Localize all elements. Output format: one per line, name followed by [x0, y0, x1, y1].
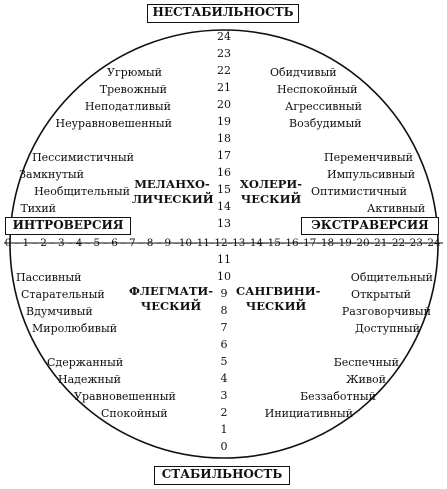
- type-phlegmatic: ФЛЕГМАТИ- ЧЕСКИЙ: [128, 284, 214, 313]
- horizontal-scale-number: 19: [338, 237, 352, 249]
- vertical-scale-number: 21: [217, 81, 231, 94]
- horizontal-scale-number: 1: [22, 237, 30, 249]
- horizontal-scale-number: 14: [249, 237, 264, 249]
- trait-ll: Пассивный: [16, 271, 82, 284]
- trait-ll: Старательный: [21, 288, 105, 301]
- vertical-scale-number: 18: [217, 132, 231, 145]
- horizontal-scale-separator: –: [369, 237, 375, 249]
- horizontal-scale: [2, 236, 446, 250]
- trait-ul: Замкнутый: [19, 168, 84, 181]
- type-choleric: ХОЛЕРИ- ЧЕСКИЙ: [239, 177, 303, 206]
- vertical-scale-number: 19: [217, 115, 231, 128]
- type-sanguine: САНГВИНИ- ЧЕСКИЙ: [236, 284, 321, 313]
- horizontal-scale-number: 8: [146, 237, 154, 249]
- horizontal-scale-number: 21: [374, 237, 388, 249]
- horizontal-scale-separator: –: [191, 237, 197, 249]
- vertical-scale-number: 1: [220, 423, 228, 436]
- vertical-scale-number: 14: [217, 200, 231, 213]
- horizontal-scale-separator: –: [280, 237, 286, 249]
- horizontal-scale-number: 11: [196, 237, 210, 249]
- horizontal-scale-number: 20: [356, 237, 370, 249]
- vertical-scale-number: 4: [220, 372, 228, 385]
- horizontal-scale-separator: –: [333, 237, 339, 249]
- vertical-scale-number: 13: [217, 217, 231, 230]
- vertical-scale-number: 5: [220, 355, 228, 368]
- horizontal-scale-separator: –: [422, 237, 428, 249]
- label-introversion: ИНТРОВЕРСИЯ: [5, 217, 131, 235]
- horizontal-scale-separator: –: [103, 237, 109, 249]
- type-melancholic: МЕЛАНХО- ЛИЧЕСКИЙ: [132, 177, 214, 206]
- trait-ur: Агрессивный: [285, 100, 362, 113]
- horizontal-scale-separator: –: [120, 237, 126, 249]
- horizontal-scale-separator: –: [85, 237, 91, 249]
- trait-ur: Оптимистичный: [311, 185, 407, 198]
- vertical-scale-number: 0: [220, 440, 228, 453]
- trait-ul: Неподатливый: [84, 100, 171, 113]
- vertical-scale-number: 23: [217, 47, 231, 60]
- horizontal-scale-number: 7: [128, 237, 136, 249]
- horizontal-scale-separator: –: [227, 237, 233, 249]
- trait-ll: Миролюбивый: [32, 322, 118, 335]
- vertical-scale-number: 17: [217, 149, 231, 162]
- horizontal-scale-number: 0: [4, 237, 12, 249]
- vertical-scale-number: 2: [220, 406, 228, 419]
- horizontal-scale-number: 23: [409, 237, 423, 249]
- vertical-scale-number: 10: [217, 270, 231, 283]
- trait-lr: Беззаботный: [300, 390, 376, 403]
- vertical-scale-number: 22: [217, 64, 231, 77]
- trait-ll: Уравновешенный: [74, 390, 176, 403]
- trait-ll: Вдумчивый: [26, 305, 93, 318]
- horizontal-scale-separator: –: [404, 237, 410, 249]
- horizontal-scale-separator: –: [316, 237, 322, 249]
- vertical-scale-number: 7: [220, 321, 228, 334]
- trait-ul: Пессимистичный: [32, 151, 134, 164]
- horizontal-scale-number: 9: [164, 237, 172, 249]
- label-instability: НЕСТАБИЛЬНОСТЬ: [147, 4, 299, 23]
- trait-ul: Необщительный: [34, 185, 130, 198]
- horizontal-scale-separator: –: [32, 237, 38, 249]
- horizontal-scale-separator: –: [298, 237, 304, 249]
- horizontal-scale-number: 15: [267, 237, 281, 249]
- horizontal-scale-number: 18: [320, 237, 335, 249]
- horizontal-scale-number: 16: [285, 237, 299, 249]
- horizontal-scale-separator: –: [209, 237, 215, 249]
- trait-ur: Активный: [367, 202, 426, 215]
- vertical-scale-number: 24: [217, 30, 231, 43]
- horizontal-scale-separator: –: [138, 237, 144, 249]
- horizontal-scale-separator: –: [245, 237, 251, 249]
- trait-ur: Переменчивый: [324, 151, 413, 164]
- horizontal-scale-separator: –: [262, 237, 268, 249]
- vertical-scale-number: 16: [217, 166, 231, 179]
- horizontal-scale-number: 13: [232, 237, 246, 249]
- horizontal-scale-number: 12: [214, 237, 228, 249]
- trait-ur: Неспокойный: [277, 83, 358, 96]
- label-extraversion: ЭКСТРАВЕРСИЯ: [301, 217, 439, 235]
- horizontal-scale-number: 4: [75, 237, 83, 249]
- trait-ur: Импульсивный: [327, 168, 416, 181]
- horizontal-scale-number: 22: [391, 237, 406, 249]
- horizontal-scale-number: 24: [427, 237, 441, 249]
- vertical-scale-number: 11: [217, 253, 231, 266]
- vertical-scale-number: 3: [220, 389, 228, 402]
- trait-ul: Тихий: [20, 202, 56, 215]
- horizontal-scale-separator: –: [387, 237, 393, 249]
- vertical-scale-number: 6: [220, 338, 228, 351]
- horizontal-scale-number: 17: [303, 237, 317, 249]
- trait-ll: Сдержанный: [47, 356, 124, 369]
- horizontal-scale-number: 6: [111, 237, 118, 249]
- horizontal-scale-number: 5: [93, 237, 101, 249]
- trait-lr: Общительный: [350, 271, 433, 284]
- trait-lr: Беспечный: [333, 356, 399, 369]
- horizontal-scale-separator: –: [49, 237, 55, 249]
- horizontal-scale-separator: –: [156, 237, 162, 249]
- horizontal-scale-separator: –: [351, 237, 357, 249]
- horizontal-scale-separator: –: [174, 237, 180, 249]
- vertical-scale-number: 15: [217, 183, 231, 196]
- trait-ll: Надежный: [58, 373, 121, 386]
- horizontal-scale-number: 2: [40, 237, 47, 249]
- trait-ur: Возбудимый: [289, 117, 362, 130]
- vertical-scale-number: 8: [220, 304, 228, 317]
- trait-lr: Инициативный: [264, 407, 353, 420]
- trait-ur: Обидчивый: [270, 66, 337, 79]
- trait-lr: Открытый: [351, 288, 411, 301]
- trait-ul: Неуравновешенный: [55, 117, 172, 130]
- trait-ul: Угрюмый: [107, 66, 162, 79]
- label-stability: СТАБИЛЬНОСТЬ: [154, 466, 290, 485]
- vertical-scale-number: 20: [217, 98, 231, 111]
- horizontal-scale-number: 10: [178, 237, 193, 249]
- vertical-scale-number: 9: [220, 287, 228, 300]
- trait-lr: Доступный: [354, 322, 420, 335]
- trait-lr: Живой: [346, 373, 386, 386]
- horizontal-scale-separator: –: [67, 237, 73, 249]
- trait-lr: Разговорчивый: [341, 305, 431, 318]
- horizontal-scale-separator: –: [14, 237, 20, 249]
- trait-ll: Спокойный: [101, 407, 168, 420]
- trait-ul: Тревожный: [99, 83, 167, 96]
- horizontal-scale-number: 3: [57, 237, 65, 249]
